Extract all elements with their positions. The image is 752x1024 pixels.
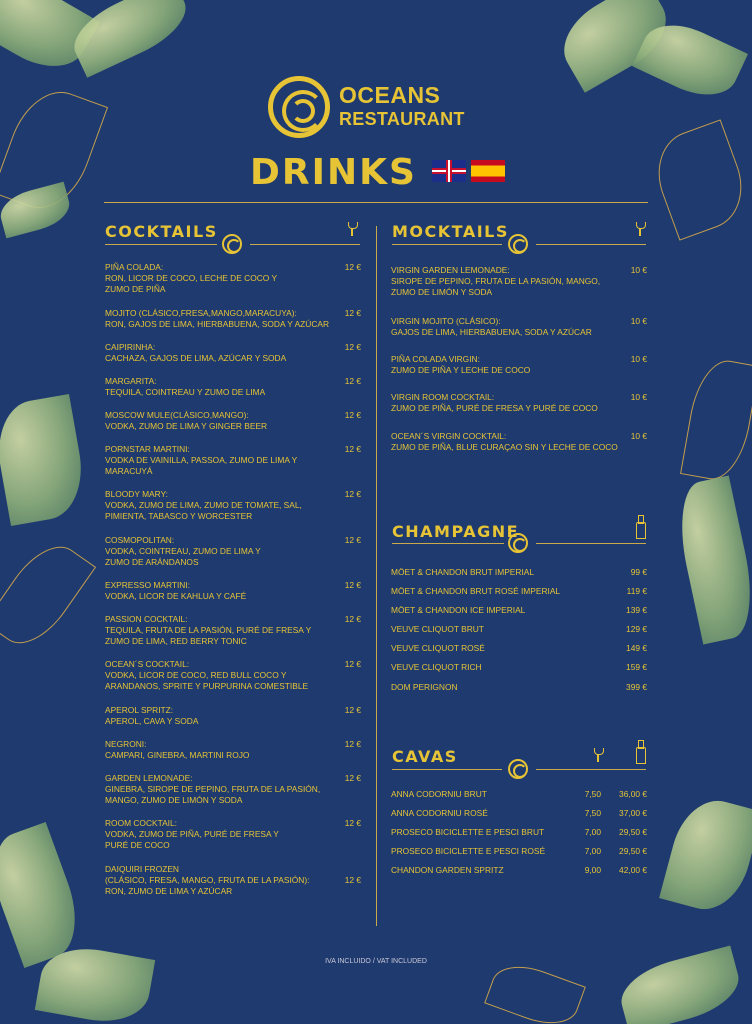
section-line [536, 769, 646, 770]
brand-name [339, 82, 465, 130]
list-item [391, 789, 647, 800]
item-price: 12 € [344, 308, 361, 318]
cavas-title: CAVAS [392, 747, 458, 766]
list-item [391, 431, 647, 453]
list-item [391, 567, 647, 578]
list-item [105, 739, 361, 761]
item-desc: ZUMO DE LIMA, RED BERRY TONIC [105, 636, 247, 647]
item-price: 10 € [630, 431, 647, 441]
item-desc: VODKA, ZUMO DE LIMA Y GINGER BEER [105, 421, 268, 432]
swirl-icon [222, 234, 242, 254]
item-price: 129 € [626, 624, 647, 634]
item-name: CAIPIRINHA: [105, 342, 156, 352]
item-name: MÖET & CHANDON BRUT ROSÉ IMPERIAL [391, 586, 561, 596]
list-item [391, 624, 647, 635]
item-name: MÖET & CHANDON ICE IMPERIAL [391, 605, 526, 615]
item-name: PASSION COCKTAIL: [105, 614, 188, 624]
item-price: 12 € [344, 489, 361, 499]
section-line [392, 543, 504, 544]
swirl-icon [508, 533, 528, 553]
item-price: 10 € [630, 354, 647, 364]
item-price: 12 € [344, 535, 361, 545]
item-price: 12 € [344, 376, 361, 386]
item-name: ANNA CODORNIU BRUT [391, 789, 487, 799]
list-item [105, 410, 361, 432]
leaf-decoration [64, 0, 196, 78]
item-price: 12 € [344, 739, 361, 749]
item-price: 149 € [626, 643, 647, 653]
item-name: VIRGIN MOJITO (CLÁSICO): [391, 316, 501, 326]
item-price: 99 € [630, 567, 647, 577]
item-price: 10 € [630, 265, 647, 275]
list-item [105, 376, 361, 398]
list-item [105, 308, 361, 330]
item-name: OCEAN´S COCKTAIL: [105, 659, 190, 669]
brand-line-2: RESTAURANT [339, 109, 465, 129]
item-name: BLOODY MARY: [105, 489, 168, 499]
list-item [391, 808, 647, 819]
item-price: 399 € [626, 682, 647, 692]
section-line [536, 244, 646, 245]
list-item [105, 444, 361, 478]
item-name: COSMOPOLITAN: [105, 535, 175, 545]
item-name: VEUVE CLIQUOT RICH [391, 662, 482, 672]
item-desc: GINEBRA, SIROPE DE PEPINO, FRUTA DE LA PASIÓN, [105, 784, 321, 795]
item-desc: (CLÁSICO, FRESA, MANGO, FRUTA DE LA PASIÓN): [105, 875, 310, 886]
item-price: 12 € [344, 818, 361, 828]
item-desc: PURÉ DE COCO [105, 840, 170, 851]
item-desc: RON, ZUMO DE LIMA Y AZÚCAR [105, 886, 233, 897]
leaf-decoration [670, 476, 752, 645]
list-item [391, 354, 647, 376]
item-price: 12 € [344, 659, 361, 669]
item-name: PROSECO BICICLETTE E PESCI ROSÉ [391, 846, 546, 856]
item-name: VEUVE CLIQUOT ROSÉ [391, 643, 485, 653]
item-price: 119 € [626, 586, 647, 596]
item-desc: VODKA, LICOR DE KAHLUA Y CAFÉ [105, 591, 247, 602]
vat-note: IVA INCLUIDO / VAT INCLUDED [325, 958, 427, 965]
glass-price: 7,00 [584, 846, 601, 856]
item-desc: PIMIENTA, TABASCO Y WORCESTER [105, 511, 253, 522]
item-name: PORNSTAR MARTINI: [105, 444, 190, 454]
bottle-icon [636, 515, 644, 537]
list-item [391, 846, 647, 857]
list-item [391, 586, 647, 597]
glass-price: 7,00 [584, 827, 601, 837]
list-item [391, 827, 647, 838]
item-desc: ARANDANOS, SPRITE Y PURPURINA COMESTIBLE [105, 681, 309, 692]
bottle-price: 29,50 € [619, 846, 647, 856]
list-item [391, 662, 647, 673]
item-desc: RON, GAJOS DE LIMA, HIERBABUENA, SODA Y AZÚCAR [105, 319, 330, 330]
item-name: ROOM COCKTAIL: [105, 818, 177, 828]
section-line [536, 543, 646, 544]
item-name: ANNA CODORNIU ROSÉ [391, 808, 488, 818]
bottle-price: 37,00 € [619, 808, 647, 818]
item-desc: VODKA, COINTREAU, ZUMO DE LIMA Y [105, 546, 261, 557]
item-name: VIRGIN GARDEN LEMONADE: [391, 265, 510, 275]
item-desc: VODKA DE VAINILLA, PASSOA, ZUMO DE LIMA Y [105, 455, 298, 466]
item-desc: ZUMO DE PIÑA [105, 284, 166, 295]
item-price: 12 € [344, 580, 361, 590]
oceans-logo-icon [268, 76, 330, 138]
wine-glass-icon [636, 222, 644, 236]
list-item [105, 342, 361, 364]
item-desc: TEQUILA, COINTREAU Y ZUMO DE LIMA [105, 387, 266, 398]
item-price: 12 € [344, 705, 361, 715]
item-name: MOSCOW MULE(CLÁSICO,MANGO): [105, 410, 249, 420]
champagne-title: CHAMPAGNE [392, 522, 520, 541]
item-desc: VODKA, ZUMO DE PIÑA, PURÉ DE FRESA Y [105, 829, 279, 840]
item-name: OCEAN´S VIRGIN COCKTAIL: [391, 431, 507, 441]
item-desc: ZUMO DE LIMÓN Y SODA [391, 287, 493, 298]
item-name: CHANDON GARDEN SPRITZ [391, 865, 504, 875]
item-name: MOJITO (CLÁSICO,FRESA,MANGO,MARACUYA): [105, 308, 297, 318]
mocktails-title: MOCKTAILS [392, 222, 509, 241]
leaf-decoration [680, 356, 752, 485]
uk-flag-icon[interactable] [432, 160, 466, 182]
item-name: MARGARITA: [105, 376, 157, 386]
item-price: 12 € [344, 875, 361, 885]
item-desc: RON, LICOR DE COCO, LECHE DE COCO Y [105, 273, 278, 284]
glass-price: 9,00 [584, 865, 601, 875]
list-item [105, 262, 361, 296]
item-price: 139 € [626, 605, 647, 615]
item-desc: MARACUYÁ [105, 466, 153, 477]
glass-price: 7,50 [584, 808, 601, 818]
item-name: DAIQUIRI FROZEN [105, 864, 179, 874]
item-desc: SIROPE DE PEPINO, FRUTA DE LA PASIÓN, MANGO, [391, 276, 601, 287]
list-item [105, 818, 361, 852]
brand-line-1: OCEANS [339, 82, 441, 108]
item-price: 159 € [626, 662, 647, 672]
item-price: 10 € [630, 316, 647, 326]
item-price: 12 € [344, 262, 361, 272]
item-name: PIÑA COLADA VIRGIN: [391, 354, 480, 364]
item-desc: CAMPARI, GINEBRA, MARTINI ROJO [105, 750, 250, 761]
list-item [391, 643, 647, 654]
item-price: 12 € [344, 614, 361, 624]
item-desc: ZUMO DE PIÑA, BLUE CURAÇAO SIN Y LECHE DE COCO [391, 442, 618, 453]
item-desc: APEROL, CAVA Y SODA [105, 716, 199, 727]
list-item [105, 489, 361, 523]
list-item [105, 659, 361, 693]
item-name: GARDEN LEMONADE: [105, 773, 193, 783]
item-desc: GAJOS DE LIMA, HIERBABUENA, SODA Y AZÚCAR [391, 327, 592, 338]
item-price: 12 € [344, 773, 361, 783]
leaf-decoration [659, 792, 752, 918]
list-item [105, 773, 361, 807]
wine-glass-icon [348, 222, 356, 236]
item-name: APEROL SPRITZ: [105, 705, 174, 715]
section-line [392, 769, 502, 770]
list-item [391, 605, 647, 616]
list-item [105, 864, 361, 898]
item-desc: ZUMO DE PIÑA, PURÉ DE FRESA Y PURÉ DE COCO [391, 403, 598, 414]
bottle-icon [636, 740, 644, 762]
leaf-decoration [0, 822, 90, 968]
item-price: 12 € [344, 444, 361, 454]
spain-flag-icon[interactable] [471, 160, 505, 182]
item-name: PROSECO BICICLETTE E PESCI BRUT [391, 827, 545, 837]
item-desc: TEQUILA, FRUTA DE LA PASIÓN, PURÉ DE FRESA Y [105, 625, 312, 636]
item-desc: MANGO, ZUMO DE LIMÓN Y SODA [105, 795, 243, 806]
list-item [105, 614, 361, 648]
list-item [391, 865, 647, 876]
item-name: DOM PERIGNON [391, 682, 458, 692]
item-price: 10 € [630, 392, 647, 402]
item-price: 12 € [344, 342, 361, 352]
bottle-price: 36,00 € [619, 789, 647, 799]
cocktails-title: COCKTAILS [105, 222, 218, 241]
item-desc: VODKA, LICOR DE COCO, RED BULL COCO Y [105, 670, 287, 681]
section-line [105, 244, 217, 245]
item-price: 12 € [344, 410, 361, 420]
leaf-decoration [484, 956, 586, 1024]
item-name: PIÑA COLADA: [105, 262, 164, 272]
leaf-decoration [0, 394, 90, 526]
bottle-price: 42,00 € [619, 865, 647, 875]
glass-price: 7,50 [584, 789, 601, 799]
item-name: EXPRESSO MARTINI: [105, 580, 191, 590]
item-desc: ZUMO DE PIÑA Y LECHE DE COCO [391, 365, 531, 376]
section-line [392, 244, 502, 245]
list-item [391, 316, 647, 338]
list-item [105, 580, 361, 602]
item-name: NEGRONI: [105, 739, 147, 749]
wine-glass-icon [594, 748, 602, 762]
swirl-icon [508, 234, 528, 254]
section-line [250, 244, 360, 245]
list-item [391, 392, 647, 414]
page-title: DRINKS [250, 152, 417, 193]
swirl-icon [508, 759, 528, 779]
header-divider [104, 202, 648, 203]
list-item [391, 682, 647, 693]
list-item [391, 265, 647, 299]
column-divider [376, 226, 377, 926]
item-name: VIRGIN ROOM COCKTAIL: [391, 392, 495, 402]
list-item [105, 705, 361, 727]
item-name: VEUVE CLIQUOT BRUT [391, 624, 484, 634]
leaf-decoration [0, 533, 96, 658]
item-desc: VODKA, ZUMO DE LIMA, ZUMO DE TOMATE, SAL, [105, 500, 302, 511]
leaf-decoration [645, 119, 752, 240]
item-desc: ZUMO DE ARÁNDANOS [105, 557, 199, 568]
list-item [105, 535, 361, 569]
item-desc: CACHAZA, GAJOS DE LIMA, AZÚCAR Y SODA [105, 353, 287, 364]
item-name: MÖET & CHANDON BRUT IMPERIAL [391, 567, 535, 577]
bottle-price: 29,50 € [619, 827, 647, 837]
